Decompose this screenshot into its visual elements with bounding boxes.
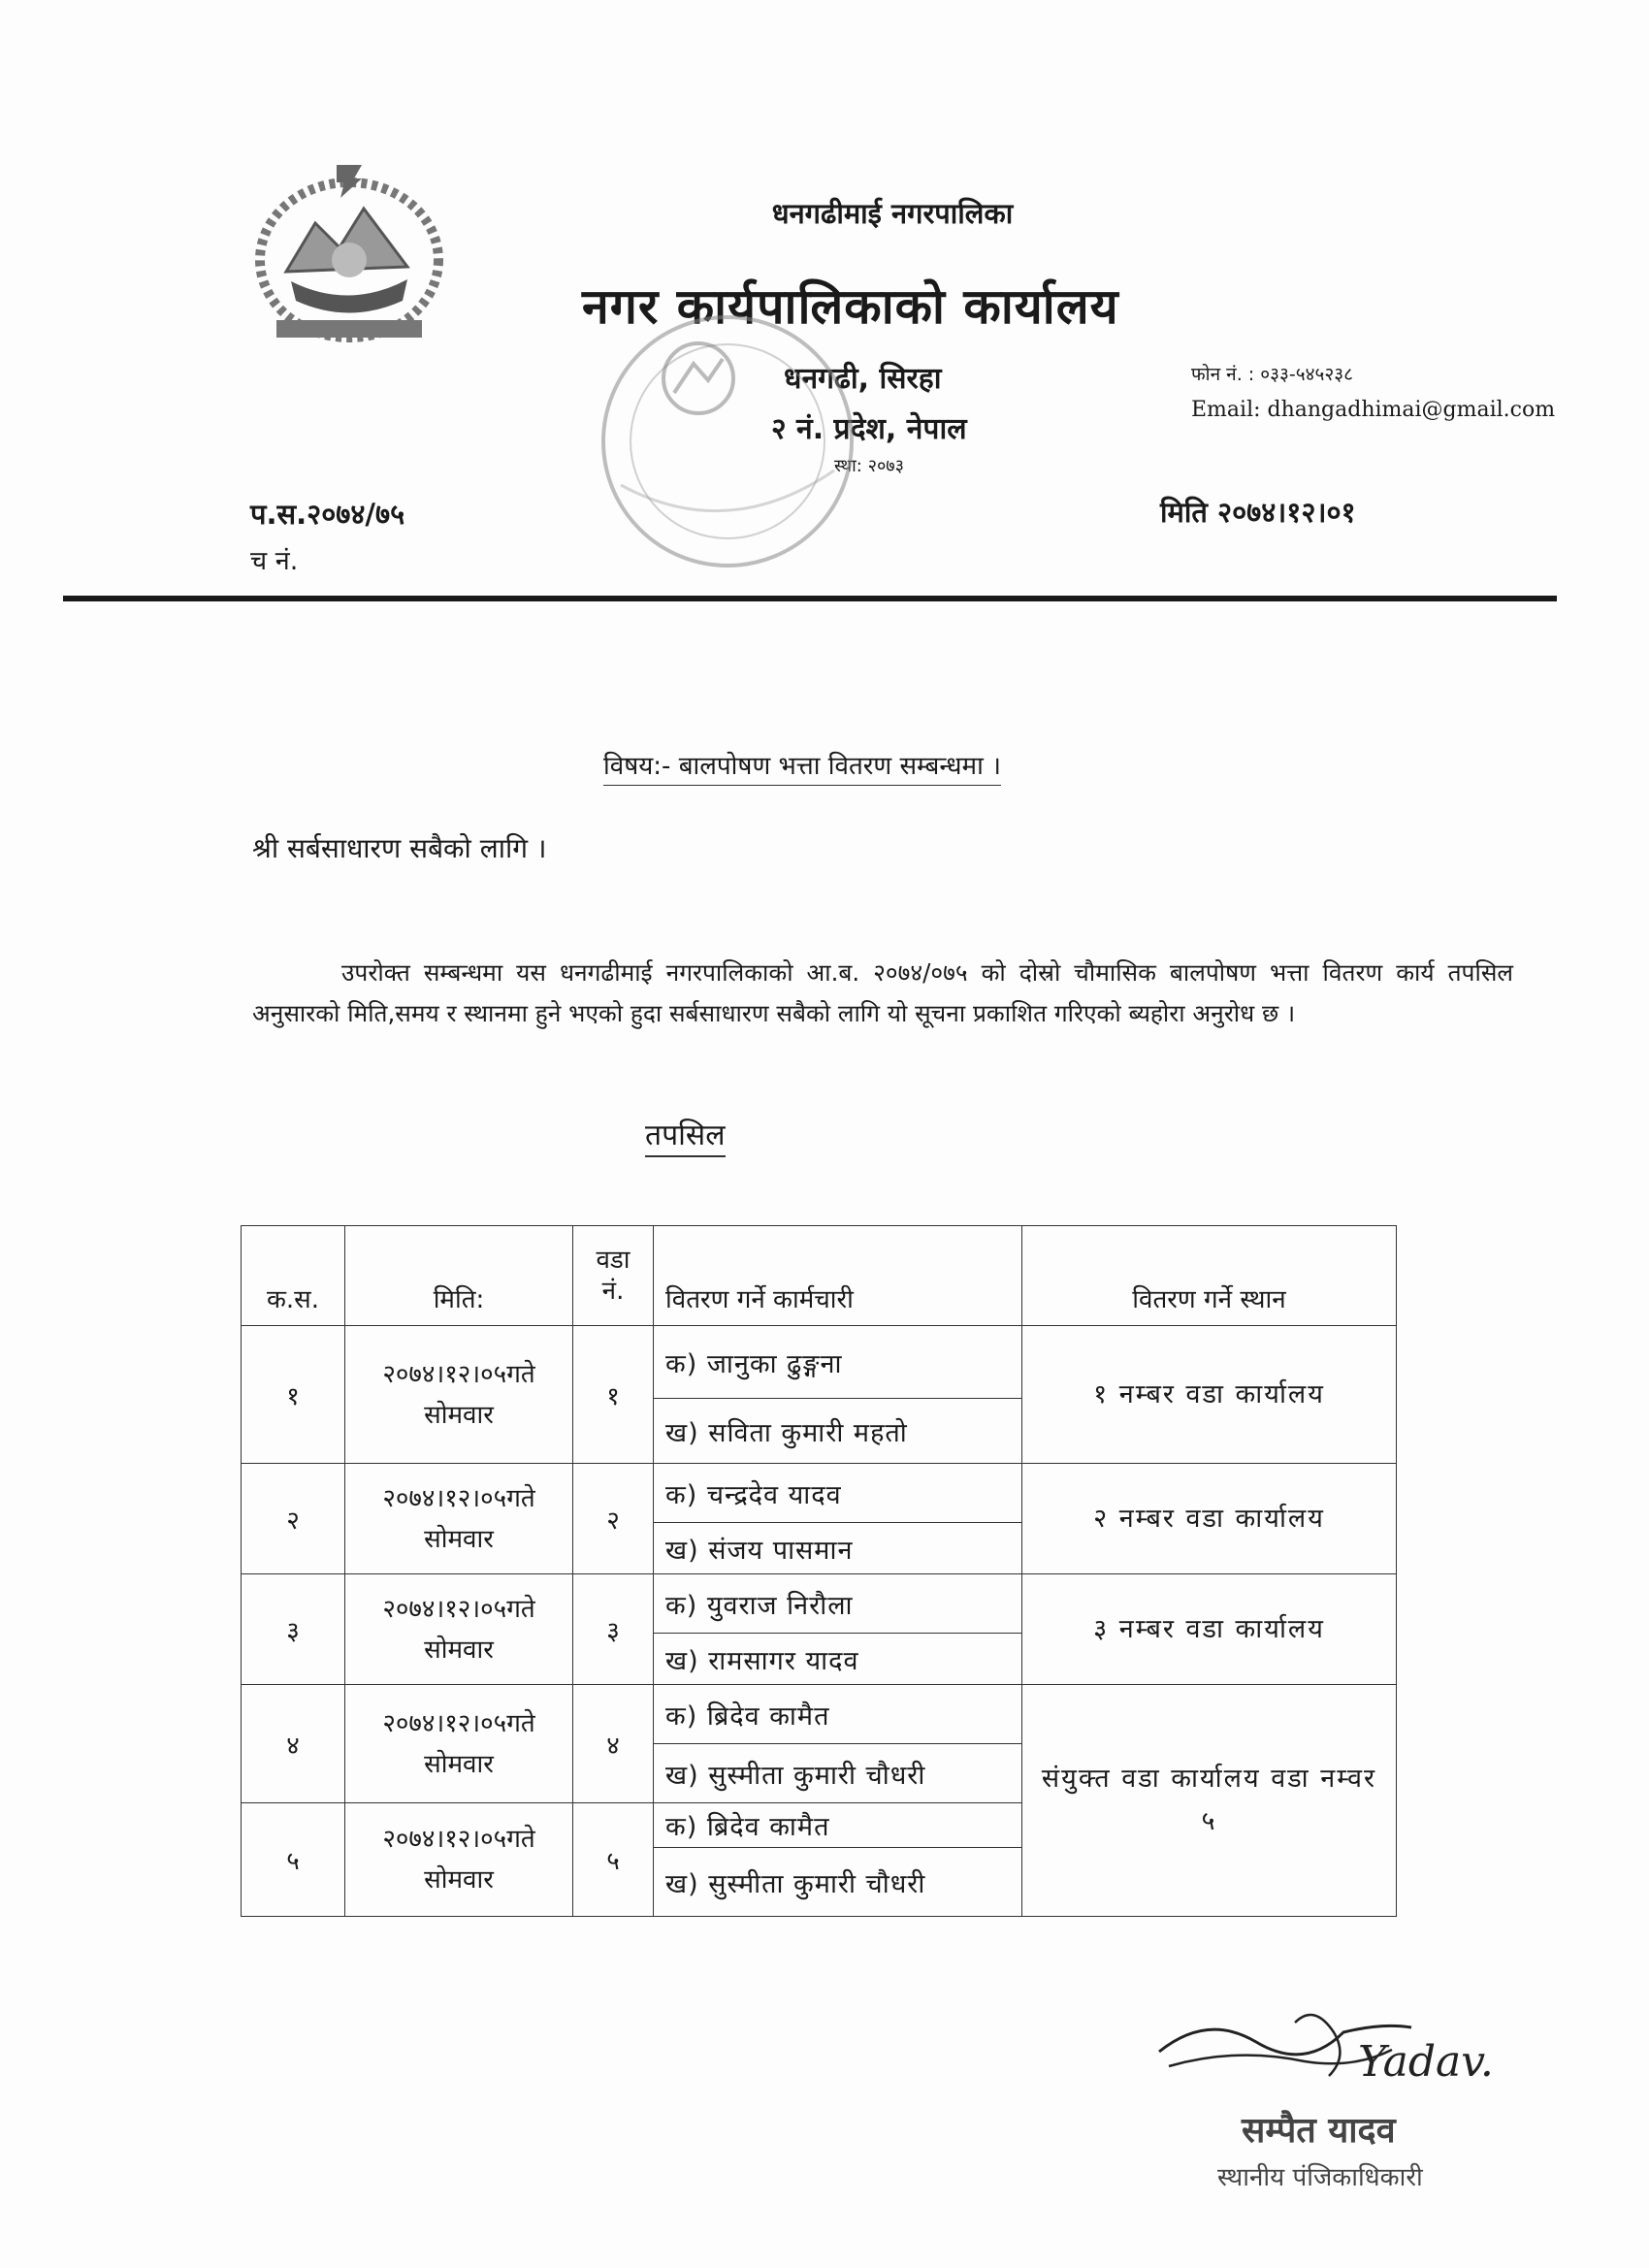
table-header-row	[242, 1226, 1397, 1326]
signatory-title: स्थानीय पंजिकाधिकारी	[1217, 2163, 1423, 2192]
date-value: २०७४।१२।०५गते	[382, 1483, 535, 1513]
place-cell: १ नम्बर वडा कार्यालय	[1022, 1326, 1397, 1464]
table-row	[242, 1464, 1397, 1523]
phone-number: फोन नं. : ०३३-५४५२३८	[1191, 364, 1353, 385]
table-row	[242, 1574, 1397, 1634]
header-divider	[63, 596, 1557, 601]
chalani-number: च नं.	[250, 546, 299, 576]
address-line2: २ नं. प्रदेश, नेपाल	[771, 412, 967, 446]
reference-number: प.स.२०७४/७५	[250, 498, 405, 531]
distribution-schedule-table	[241, 1225, 1397, 1917]
serial-cell: १	[242, 1326, 345, 1464]
header-date: मिति:	[345, 1226, 573, 1326]
email-address: Email: dhangadhimai@gmail.com	[1191, 398, 1556, 422]
staff-a-cell: क) ब्रिदेव कामैत	[654, 1803, 1022, 1848]
schedule-title: तपसिल	[645, 1114, 726, 1157]
staff-a-cell: क) ब्रिदेव कामैत	[654, 1685, 1022, 1744]
nepal-emblem-icon	[247, 155, 451, 349]
signatory-name: सम्पैत यादव	[1242, 2111, 1396, 2151]
ward-cell: ५	[573, 1803, 654, 1917]
header-serial: क.स.	[242, 1226, 345, 1326]
municipality-name: धनगढीमाई नगरपालिका	[771, 197, 1014, 230]
subject-line: विषय:- बालपोषण भत्ता वितरण सम्बन्धमा ।	[603, 747, 1001, 786]
ward-cell: ४	[573, 1685, 654, 1803]
ward-cell: ३	[573, 1574, 654, 1685]
date-value: २०७४।१२।०५गते	[382, 1594, 535, 1624]
date-value: २०७४।१२।०५गते	[382, 1359, 535, 1389]
serial-cell: ४	[242, 1685, 345, 1803]
day-value: सोमवार	[424, 1400, 494, 1430]
place-cell: संयुक्त वडा कार्यालय वडा नम्वर ५	[1022, 1685, 1397, 1917]
table-row	[242, 1326, 1397, 1399]
place-cell: २ नम्बर वडा कार्यालय	[1022, 1464, 1397, 1574]
place-cell: ३ नम्बर वडा कार्यालय	[1022, 1574, 1397, 1685]
date-cell	[345, 1803, 573, 1917]
serial-cell: ३	[242, 1574, 345, 1685]
ward-cell: २	[573, 1464, 654, 1574]
staff-a-cell: क) युवराज निरौला	[654, 1574, 1022, 1634]
staff-b-cell: ख) संजय पासमान	[654, 1523, 1022, 1574]
date-cell	[345, 1574, 573, 1685]
serial-cell: २	[242, 1464, 345, 1574]
signature-text: Yadav.	[1358, 2037, 1494, 2087]
salutation: श्री सर्बसाधारण सबैको लागि ।	[252, 832, 547, 864]
staff-a-cell: क) चन्द्रदेव यादव	[654, 1464, 1022, 1523]
table-row	[242, 1685, 1397, 1744]
header-place: वितरण गर्ने स्थान	[1022, 1226, 1397, 1326]
staff-b-cell: ख) सविता कुमारी महतो	[654, 1399, 1022, 1464]
ward-cell: १	[573, 1326, 654, 1464]
staff-b-cell: ख) सुस्मीता कुमारी चौधरी	[654, 1744, 1022, 1803]
date-cell	[345, 1685, 573, 1803]
address-line1: धनगढी, सिरहा	[784, 362, 942, 396]
handwritten-signature	[1149, 1993, 1499, 2110]
office-seal-stamp	[582, 301, 873, 582]
established-year: स्था: २०७३	[834, 456, 905, 476]
date-cell	[345, 1464, 573, 1574]
date-value: २०७४।१२।०५गते	[382, 1825, 535, 1854]
day-value: सोमवार	[424, 1865, 494, 1895]
letter-date: मिति २०७४।१२।०१	[1160, 496, 1356, 529]
header-ward: वडा नं.	[573, 1226, 654, 1326]
staff-b-cell: ख) सुस्मीता कुमारी चौधरी	[654, 1848, 1022, 1917]
header-staff: वितरण गर्ने कार्मचारी	[654, 1226, 1022, 1326]
day-value: सोमवार	[424, 1635, 494, 1665]
office-name: नगर कार्यपालिकाको कार्यालय	[582, 278, 1119, 335]
staff-b-cell: ख) रामसागर यादव	[654, 1634, 1022, 1685]
serial-cell: ५	[242, 1803, 345, 1917]
body-paragraph: उपरोक्त सम्बन्धमा यस धनगढीमाई नगरपालिकाको आ.ब. २०७४/०७५ को दोस्रो चौमासिक बालपोषण भत्ता वितरण कार्य तपसिल अनुसारको मिति,समय र स्थानमा हुने भएको हुदा सर्बसाधारण सबैको लागि यो सूचना प्रकाशित गरिएको ब्यहोरा अनुरोध छ ।	[252, 958, 1513, 1027]
date-cell	[345, 1326, 573, 1464]
staff-a-cell: क) जानुका ढुङ्गना	[654, 1326, 1022, 1399]
day-value: सोमवार	[424, 1749, 494, 1779]
date-value: २०७४।१२।०५गते	[382, 1708, 535, 1738]
day-value: सोमवार	[424, 1524, 494, 1554]
